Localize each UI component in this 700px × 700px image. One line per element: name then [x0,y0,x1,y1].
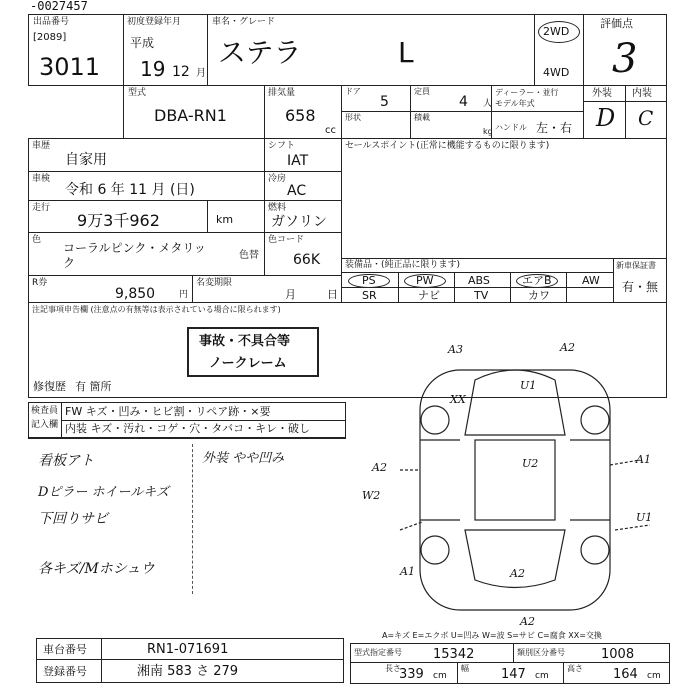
hw-note-3: Dピラー ホイールキズ [38,485,170,500]
shift-box [264,138,342,172]
equip-leather: カワ [528,289,550,302]
warranty-value: 有・無 [622,280,659,294]
load-unit: kg [483,127,493,136]
cert-value: 15342 [433,647,475,662]
hw-note-1: 看板アト [38,453,94,469]
capacity-value: 4 [459,94,468,110]
inspector-box [28,402,346,438]
interior-label: 内装 [632,88,652,99]
body-shape-label: 形状 [345,113,361,122]
handle-box [491,111,584,139]
transfer-day: 日 [327,288,338,301]
lot-box [28,14,124,86]
load-box [410,111,492,139]
repaint-label: 色替 [239,250,259,261]
equipment-box [341,258,614,303]
doors-box [341,85,411,112]
warranty-label: 新車保証書 [616,261,656,270]
ac-value: AC [287,183,307,199]
inspector-row-1: FW キズ・凹み・ヒビ割・リペア跡・×要 [65,405,271,418]
color-code-box [264,232,342,276]
inspection-label: 車検 [32,174,51,184]
rear-left-wheel [421,536,449,564]
mark-a2-rear: A2 [510,567,525,580]
dims-box [350,662,670,684]
lot-number: 3011 [39,53,101,81]
roof [475,440,555,520]
inspector-label-2: 記入欄 [31,420,59,430]
inspector-label-1: 検査員 [31,406,59,416]
mark-a2-top: A2 [560,341,575,354]
mark-u1-front: U1 [520,379,537,392]
color-value: コーラルピンク・メタリック [63,241,206,270]
capacity-unit: 人 [483,99,493,109]
equip-ps: PS [362,274,376,287]
type-value: DBA-RN1 [154,106,227,125]
recycle-label: R券 [32,278,48,288]
rear-right-wheel [581,536,609,564]
plate-label: 登録番号 [43,665,87,678]
color-box [28,232,265,276]
color-code-value: 66K [293,252,320,268]
top-strip-number: -0027457 [30,0,88,13]
mark-a1-right: A1 [636,453,651,466]
sales-point-box [341,138,667,259]
equipment-label: 装備品・(純正品に限ります) [345,260,461,270]
hw-note-4: 下回りサビ [38,511,108,527]
sub-score-box [583,85,667,139]
sales-point-label: セールスポイント(正常に機能するものに限ります) [345,141,550,151]
mark-u2-roof: U2 [522,457,539,470]
accident-stamp [187,327,319,377]
first-reg-label: 初度登録年月 [127,17,182,27]
model-name-label: 車名・グレード [212,17,276,27]
wid-label: 幅 [461,664,469,673]
lot-label: 出品番号 [33,17,70,27]
handle-label: ハンドル [495,123,527,132]
interior-score: C [638,106,654,130]
repair-value: 有 箇所 [75,380,112,393]
displacement-label: 排気量 [268,88,296,98]
drive-2wd: 2WD [543,25,570,38]
dealer-label: ディーラー・並行 [495,88,559,97]
displacement-box [264,85,342,139]
exterior-label: 外装 [592,88,612,99]
lot-code: [2089] [33,32,67,43]
inspection-box [28,171,265,201]
chassis-box [36,638,344,660]
equip-sr: SR [362,289,377,302]
mileage-unit-box [207,200,265,233]
wid-unit: cm [535,671,549,681]
shift-label: シフト [268,141,296,151]
first-reg-box [123,14,208,86]
ac-label: 冷房 [268,174,287,184]
first-reg-month-unit: 月 [196,68,206,79]
score-box [583,14,667,86]
usage-box [28,138,265,172]
equip-pw: PW [416,274,434,287]
equip-tv: TV [474,289,489,302]
model-box [207,14,535,86]
model-name: ステラ [218,36,302,69]
first-reg-era: 平成 [130,36,155,50]
front-left-wheel [421,406,449,434]
model-year-label: モデル年式 [495,99,535,108]
len-label: 長さ [385,664,401,673]
car-damage-diagram [360,340,670,640]
mark-a2-left: A2 [372,461,387,474]
drive-4wd: 4WD [543,66,570,79]
fuel-box [264,200,342,233]
doors-label: ドア [345,87,361,96]
first-reg-year: 19 [140,57,166,81]
hei-unit: cm [647,671,661,681]
mileage-box [28,200,208,233]
wid-value: 147 [501,667,526,682]
recycle-value: 9,850 [115,286,156,302]
usage-value: 自家用 [65,152,107,168]
equip-airbag: エアB [522,274,552,287]
usage-label: 車歴 [32,141,51,151]
displacement-unit: cc [325,125,336,136]
cert-label: 型式指定番号 [354,648,402,657]
ac-box [264,171,342,201]
damage-legend: A=キズ E=エクボ U=凹み W=波 S=サビ C=腐食 XX=交換 [382,631,602,640]
mark-a2-bumper: A2 [520,615,535,628]
chassis-label: 車台番号 [43,643,87,656]
equip-aw: AW [582,274,600,287]
windshield [465,370,565,435]
mark-a1-rear: A1 [400,565,415,578]
exterior-score: D [596,104,616,132]
equip-navi: ナビ [418,289,440,302]
warranty-box [613,258,667,303]
inspector-row-2: 内装 キズ・汚れ・コゲ・穴・タバコ・キレ・破し [65,422,311,435]
hw-note-2: 外装 やや凹み [202,451,285,466]
shift-value: IAT [287,153,309,169]
color-label: 色 [32,235,42,245]
front-right-wheel [581,406,609,434]
transfer-box [192,275,342,303]
chassis-value: RN1-071691 [147,642,229,657]
mileage-value: 9万3千962 [77,211,160,230]
color-code-label: 色コード [268,235,305,245]
stamp-line-1: 事故・不具合等 [199,334,291,349]
cls-value: 1008 [601,647,635,662]
fuel-label: 燃料 [268,203,287,213]
transfer-month: 月 [285,288,296,301]
drive-box [534,14,584,86]
hw-note-5: 各キズ/Mホシュウ [38,561,155,577]
capacity-label: 定員 [414,87,430,96]
transfer-label: 名変期限 [196,278,233,288]
plate-value: 湘南 583 さ 279 [137,664,239,679]
load-label: 積載 [414,113,430,122]
cert-box [350,643,670,663]
score-value: 3 [612,36,638,82]
type-label: 型式 [128,88,147,98]
mileage-label: 走行 [32,203,51,213]
model-grade: L [398,36,414,69]
displacement-value: 658 [285,106,316,125]
fuel-value: ガソリン [271,214,327,230]
repair-label: 修復歴 [33,380,66,393]
mark-xx: XX [450,393,466,406]
notes-label: 注記事項申告欄 (注意点の有無等は表示されている場合に限られます) [32,305,281,314]
hei-label: 高さ [567,664,583,673]
hei-value: 164 [613,667,638,682]
mark-u1-right: U1 [636,511,653,524]
stamp-line-2: ノークレーム [209,356,287,371]
mileage-unit: km [216,213,234,226]
first-reg-month: 12 [172,64,190,80]
len-unit: cm [433,671,447,681]
body-shape-box [341,111,411,139]
cls-label: 類別区分番号 [517,648,565,657]
score-label: 評価点 [600,17,633,30]
type-box [123,85,265,139]
len-value: 339 [399,667,424,682]
equip-abs: ABS [468,274,490,287]
mark-w2: W2 [362,489,381,502]
capacity-box [410,85,492,112]
recycle-box [28,275,193,303]
doors-value: 5 [380,94,389,110]
handle-value: 左・右 [536,121,573,135]
mark-a3: A3 [448,343,463,356]
dealer-box [491,85,584,112]
recycle-unit: 円 [179,290,189,300]
inspection-value: 令和 6 年 11 月 (日) [65,182,195,198]
plate-box [36,659,344,683]
